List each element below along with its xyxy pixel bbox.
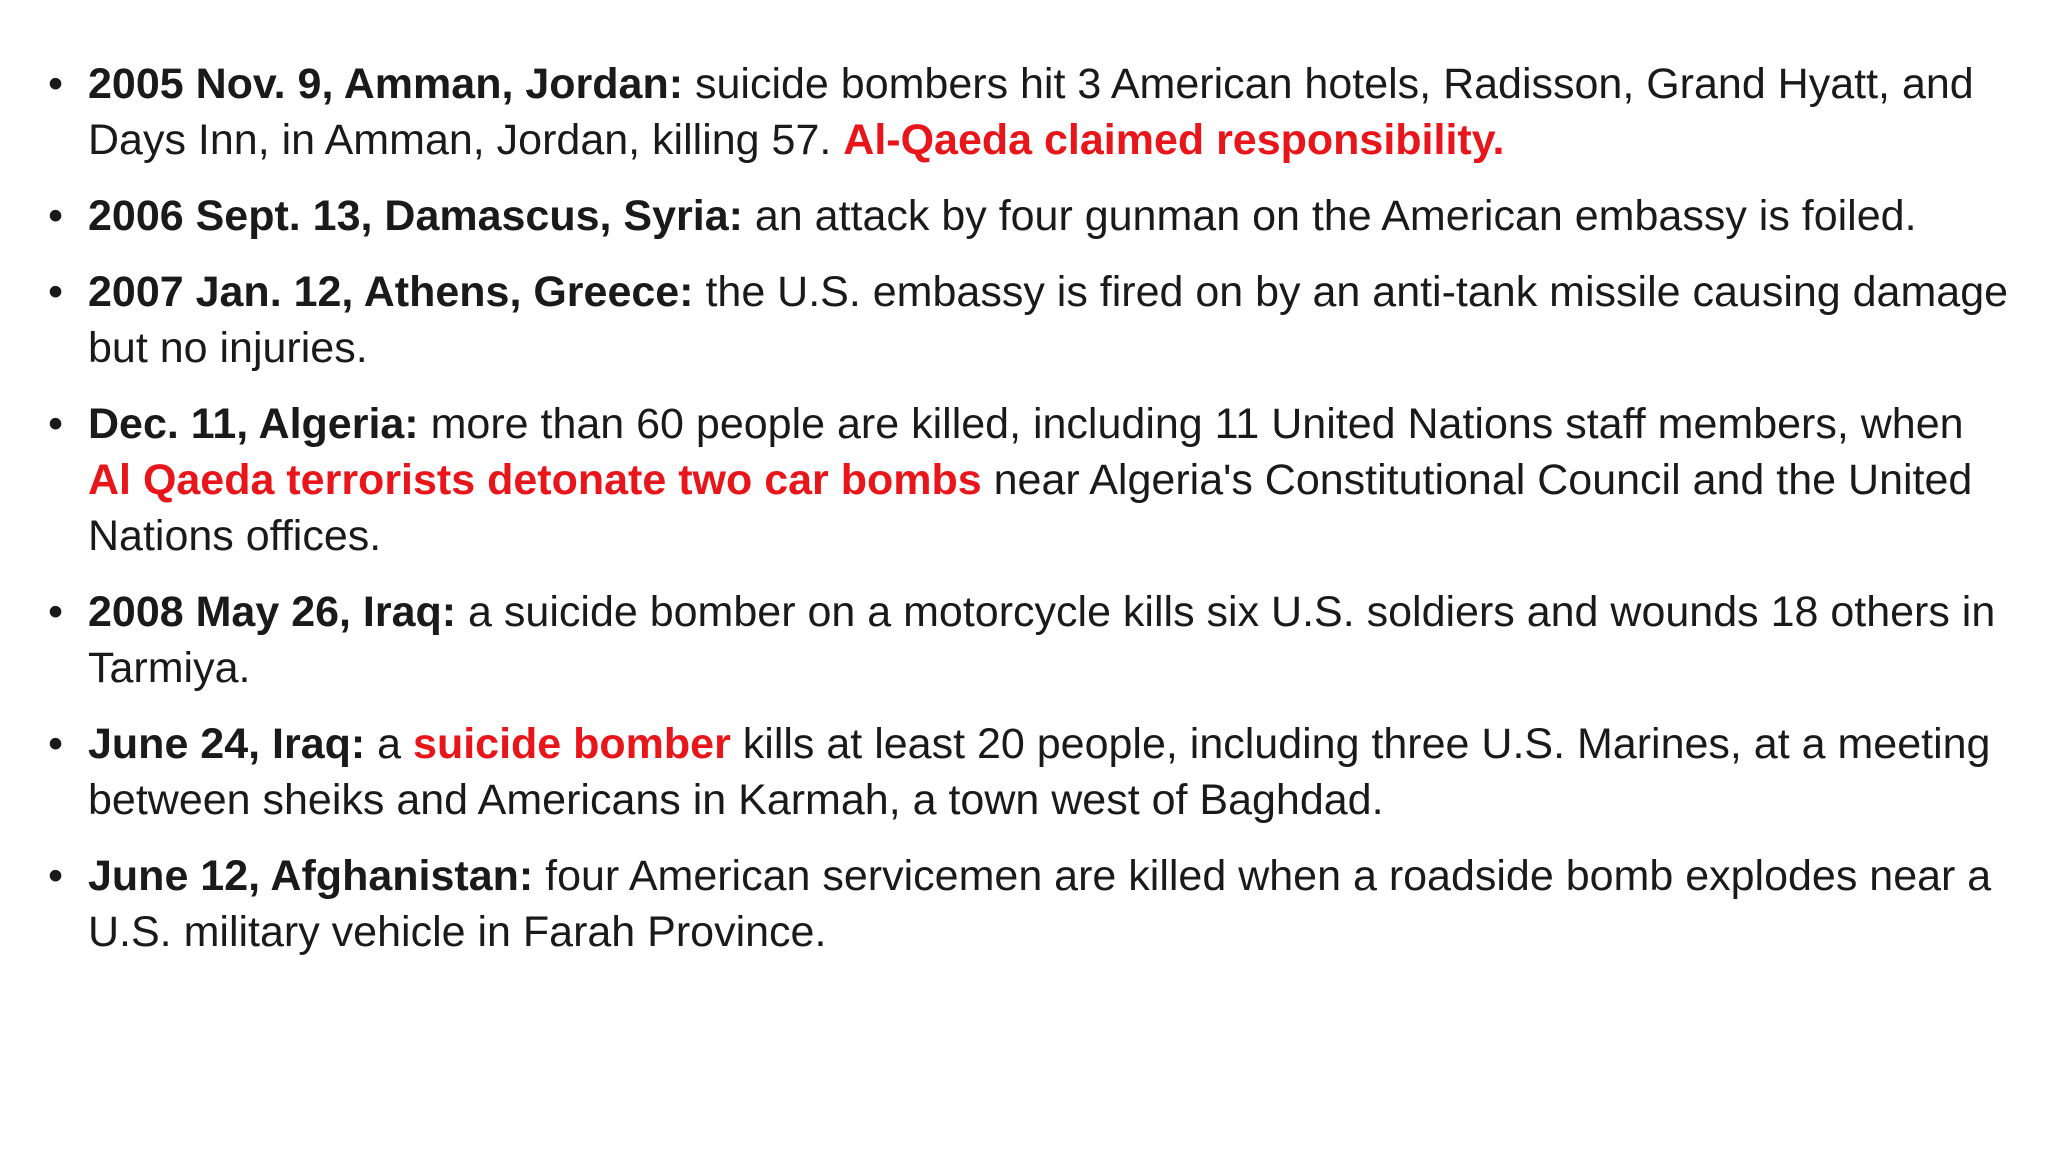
bullet-highlight: suicide bomber <box>413 720 731 768</box>
bullet-text: a <box>365 720 414 768</box>
bullet-lead: June 12, Afghanistan: <box>88 852 534 900</box>
bullet-text-after: kills at least 20 people, including three U.S. Marines, at a meeting between sheiks and Americans in Karmah, a town west of Baghdad. <box>88 720 1991 824</box>
bullet-item-dec-algeria <box>48 396 2018 564</box>
bullet-highlight: Al Qaeda terrorists detonate two car bombs <box>88 456 982 504</box>
bullet-dot-icon: • <box>48 720 64 768</box>
bullet-dot-icon: • <box>48 268 64 316</box>
bullet-lead: June 24, Iraq: <box>88 720 366 768</box>
bullet-lead: 2006 Sept. 13, Damascus, Syria: <box>88 192 743 240</box>
bullet-text: a suicide bomber on a motorcycle kills six U.S. soldiers and wounds 18 others in Tarmiya. <box>88 588 1996 692</box>
bullet-lead: 2007 Jan. 12, Athens, Greece: <box>88 268 694 316</box>
bullet-lead: 2008 May 26, Iraq: <box>88 588 457 636</box>
bullet-dot-icon: • <box>48 852 64 900</box>
bullet-text-after: near Algeria's Constitutional Council and the United Nations offices. <box>88 456 1973 560</box>
bullet-lead: 2005 Nov. 9, Amman, Jordan: <box>88 60 684 108</box>
bullet-item-june12-afghanistan <box>48 848 2018 960</box>
bullet-dot-icon: • <box>48 192 64 240</box>
bullet-item-2005-amman <box>48 56 2018 168</box>
bullet-dot-icon: • <box>48 588 64 636</box>
event-bullet-list <box>48 56 2018 980</box>
bullet-highlight: Al-Qaeda claimed responsibility. <box>843 116 1505 164</box>
bullet-text: the U.S. embassy is fired on by an anti-tank missile causing damage but no injuries. <box>88 268 2009 372</box>
bullet-item-june24-iraq <box>48 716 2018 828</box>
bullet-item-2007-athens <box>48 264 2018 376</box>
bullet-text: more than 60 people are killed, including 11 United Nations staff members, when <box>418 400 1964 448</box>
bullet-text: an attack by four gunman on the American embassy is foiled. <box>742 192 1917 240</box>
bullet-item-2008-iraq <box>48 584 2018 696</box>
bullet-text: four American servicemen are killed when a roadside bomb explodes near a U.S. military vehicle in Farah Province. <box>88 852 1992 956</box>
bullet-text: suicide bombers hit 3 American hotels, Radisson, Grand Hyatt, and Days Inn, in Amman, Jordan, killing 57. <box>88 60 1974 164</box>
bullet-item-2006-damascus <box>48 188 2018 244</box>
bullet-dot-icon: • <box>48 400 64 448</box>
bullet-dot-icon: • <box>48 60 64 108</box>
bullet-lead: Dec. 11, Algeria: <box>88 400 419 448</box>
